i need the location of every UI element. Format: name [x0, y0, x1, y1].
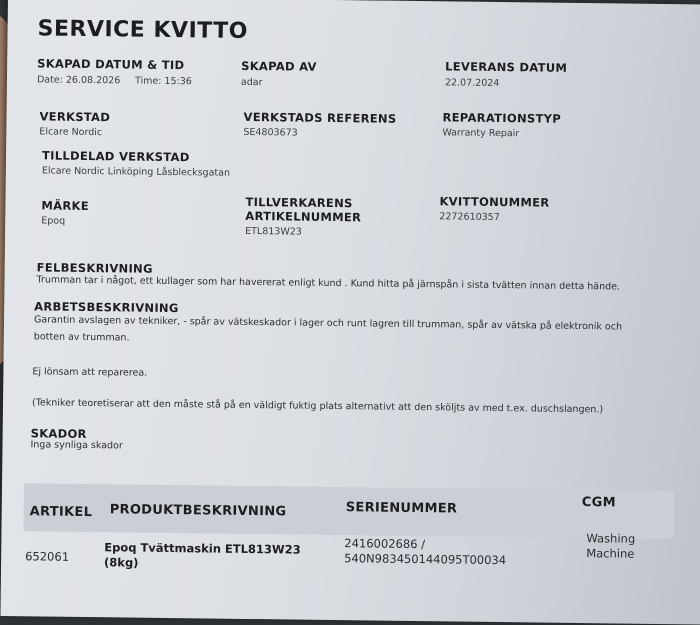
brand-label: MÄRKE — [41, 198, 89, 214]
row-cgm-1: Washing — [586, 531, 636, 546]
repair-type-label: REPARATIONSTYP — [442, 110, 562, 126]
fault-label: FELBESKRIVNING — [36, 260, 153, 276]
col-product: PRODUKTBESKRIVNING — [109, 502, 287, 520]
manufacturer-article-value: ETL813W23 — [245, 225, 302, 238]
receipt-number-value: 2272610357 — [439, 211, 500, 224]
fault-text: Trumman tar i något, ett kullager som har havererat enligt kund . Kund hitta på järnspån i sista tvätten innan detta hände. — [36, 274, 621, 293]
work-label: ARBETSBESKRIVNING — [34, 299, 179, 316]
col-article: ARTIKEL — [29, 504, 93, 521]
created-time: Time: 15:36 — [134, 75, 192, 88]
receipt-number-label: KVITTONUMMER — [439, 194, 550, 210]
receipt-title: SERVICE KVITTO — [37, 16, 249, 44]
row-serial-1: 2416002686 / — [344, 536, 426, 552]
row-article: 652061 — [25, 549, 70, 564]
delivery-date-value: 22.07.2024 — [444, 77, 500, 90]
workshop-ref-value: SE4803673 — [243, 126, 298, 139]
manufacturer-article-label-1: TILLVERKARENS — [245, 194, 353, 211]
created-date: Date: 26.08.2026 — [36, 74, 121, 87]
work-line-2: botten av trumman. — [33, 331, 130, 344]
brand-value: Epoq — [41, 215, 66, 227]
row-cgm-2: Machine — [586, 546, 635, 561]
row-serial-2: 540N983450144095T00034 — [344, 551, 507, 568]
workshop-ref-label: VERKSTADS REFERENS — [243, 109, 397, 126]
work-line-4: (Tekniker teoretiserar att den måste stå på en väldigt fuktig plats alternativt att den sköljts av med t.ex. duschslangen.) — [31, 397, 604, 416]
col-cgm: CGM — [581, 495, 617, 511]
repair-type-value: Warranty Repair — [442, 127, 520, 140]
workshop-label: VERKSTAD — [39, 109, 111, 125]
work-line-3: Ej lönsam att reparerea. — [32, 366, 148, 379]
workshop-value: Elcare Nordic — [39, 126, 103, 139]
created-label: SKAPAD DATUM & TID — [37, 56, 185, 73]
manufacturer-article-label-2: ARTIKELNUMMER — [245, 208, 362, 225]
delivery-date-label: LEVERANS DATUM — [445, 59, 568, 75]
row-product-2: (8kg) — [104, 555, 139, 570]
row-product-1: Epoq Tvättmaskin ETL813W23 — [104, 540, 301, 557]
damage-value: Inga synliga skador — [30, 439, 123, 452]
assigned-workshop-label: TILLDELAD VERKSTAD — [41, 148, 190, 165]
created-by-value: adar — [240, 76, 263, 89]
col-serial: SERIENUMMER — [345, 500, 458, 517]
created-by-label: SKAPAD AV — [241, 58, 317, 74]
work-line-1: Garantin avslagen av tekniker, - spår av vätskeskador i lager och runt lagren till trumman, spår av vätska på elektronik och — [33, 314, 623, 333]
damage-label: SKADOR — [30, 426, 87, 441]
assigned-workshop-value: Elcare Nordic Linköping Låsblecksgatan — [41, 165, 231, 179]
